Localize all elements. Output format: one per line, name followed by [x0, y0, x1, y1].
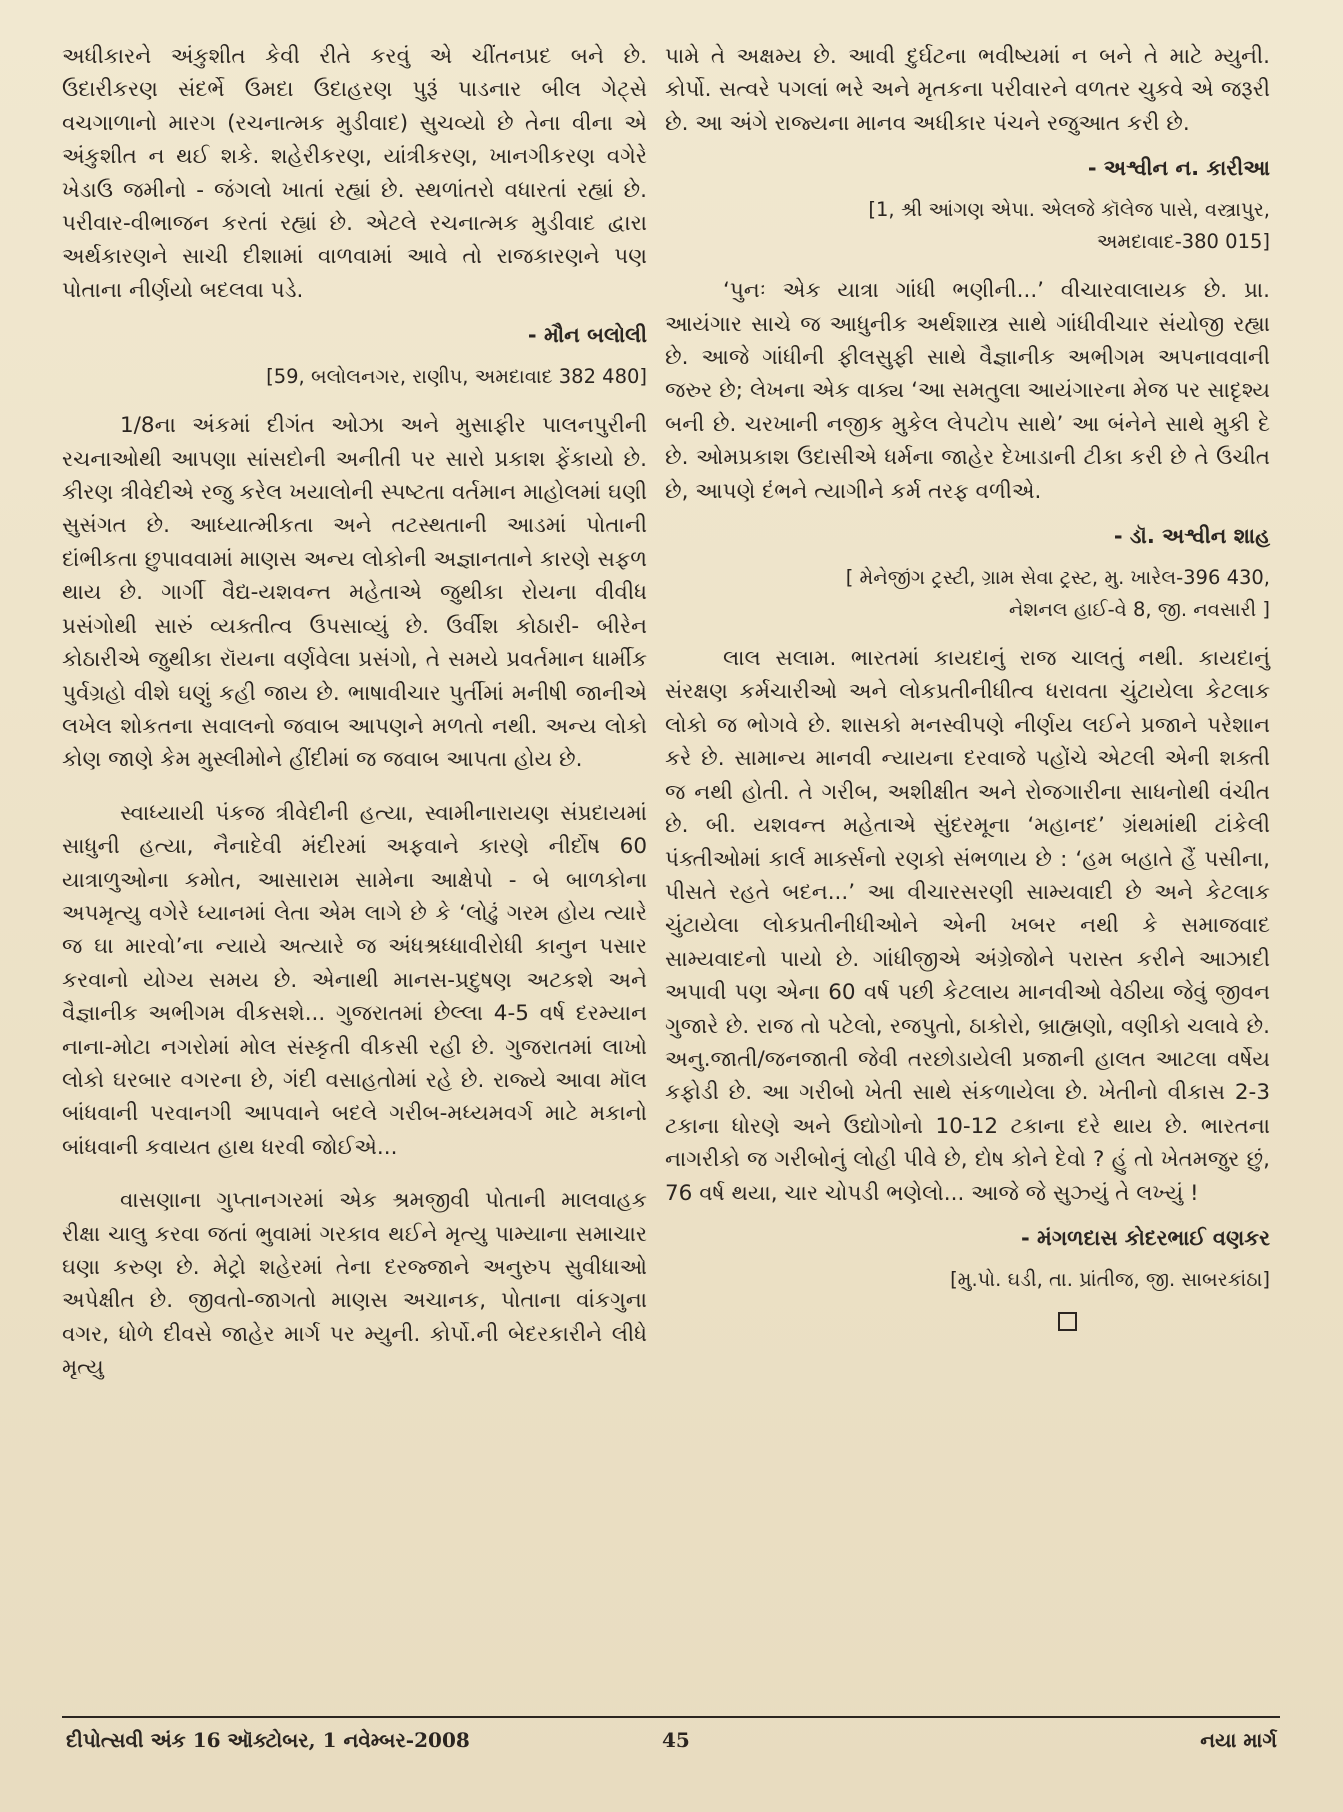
- right-column: [665, 40, 1270, 1337]
- footer-page-number: 45: [662, 1728, 690, 1752]
- letter-paragraph: સ્વાધ્યાયી પંકજ ત્રીવેદીની હત્યા, સ્વામીનારાયણ સંપ્રદાયમાં સાધુની હત્યા, નૈનાદેવી મંદીરમાં અફવાને કારણે નીર્દોષ 60 યાત્રાળુઓના કમોત, આસારામ સામેના આક્ષેપો - બે બાળકોના અપમૃત્યુ વગેરે ધ્યાનમાં લેતા એમ લાગે છે કે ‘લોઢું ગરમ હોય ત્યારે જ ઘા મારવો’ના ન્યાયે અત્યારે જ અંધશ્રધ્ધાવીરોધી કાનુન પસાર કરવાનો યોગ્ય સમય છે. એનાથી માનસ-પ્રદુષણ અટકશે અને વૈજ્ઞાનીક અભીગમ વીકસશે... ગુજરાતમાં છેલ્લા 4-5 વર્ષ દરમ્યાન નાના-મોટા નગરોમાં મોલ સંસ્કૃતી વીકસી રહી છે. ગુજરાતમાં લાખો લોકો ઘરબાર વગરના છે, ગંદી વસાહતોમાં રહે છે. રાજ્યે આવા મૉલ બાંધવાની પરવાનગી આપવાને બદલે ગરીબ-મધ્યમવર્ગ માટે મકાનો બાંધવાની કવાયત હાથ ધરવી જોઈએ...: [62, 800, 647, 1160]
- footer-magazine-name: નયા માર્ગ: [1200, 1728, 1277, 1752]
- letter-paragraph: ‘પુનઃ એક યાત્રા ગાંધી ભણીની...’ વીચારવાલાયક છે. પ્રા. આયંગાર સાચે જ આધુનીક અર્થશાસ્ત્ર સાથે ગાંધીવીચાર સંયોજી રહ્યા છે. આજે ગાંધીની ફીલસુફી સાથે વૈજ્ઞાનીક અભીગમ અપનાવવાની જરુર છે; લેખના એક વાક્ય ‘આ સમતુલા આયંગારના મેજ પર સાદૃશ્ય બની છે. ચરખાની નજીક મુકેલ લેપટોપ સાથે’ આ બંનેને સાથે મુકી દે છે. ઓમપ્રકાશ ઉદાસીએ ધર્મના જાહેર દેખાડાની ટીકા કરી છે તે ઉચીત છે, આપણે દંભને ત્યાગીને કર્મ તરફ વળીએ.: [665, 278, 1270, 504]
- letter-address: [મુ.પો. ઘડી, તા. પ્રાંતીજ, જી. સાબરકાંઠા]: [950, 1267, 1270, 1291]
- letter-address: [1, શ્રી આંગણ એપા. એલજે કૉલેજ પાસે, વસ્ત્રાપુર, અમદાવાદ-380 015]: [868, 198, 1270, 254]
- footer-rule: [62, 1716, 1280, 1718]
- letter-paragraph: અધીકારને અંકુશીત કેવી રીતે કરવું એ ચીંતનપ્રદ બને છે. ઉદારીકરણ સંદર્ભે ઉમદા ઉદાહરણ પુરૂં પાડનાર બીલ ગેટ્સે વચગાળાનો મારગ (રચનાત્મક મુડીવાદ) સુચવ્યો છે તેના વીના એ અંકુશીત ન થઈ શકે. શહેરીકરણ, યાંત્રીકરણ, ખાનગીકરણ વગેરે ખેડાઉ જમીનો - જંગલો ખાતાં રહ્યાં છે. સ્થળાંતરો વધારતાં રહ્યાં છે. પરીવાર-વીભાજન કરતાં રહ્યાં છે. એટલે રચનાત્મક મુડીવાદ દ્વારા અર્થકારણને સાચી દીશામાં વાળવામાં આવે તો રાજકારણને પણ પોતાના નીર્ણયો બદલવા પડે.: [62, 44, 647, 303]
- letter-address: [59, બલોલનગર, રાણીપ, અમદાવાદ 382 480]: [266, 365, 647, 389]
- letter-address: [ મેનેજીંગ ટ્રસ્ટી, ગ્રામ સેવા ટ્રસ્ટ, મુ. ખારેલ-396 430, નેશનલ હાઈ-વે 8, જી. નવસારી ]: [845, 566, 1270, 622]
- end-of-section-box: [665, 1312, 1270, 1337]
- footer-issue-date: દીપોત્સવી અંક 16 ઑક્ટોબર, 1 નવેમ્બર-2008: [66, 1728, 470, 1752]
- letter-signature: - ડૉ. અશ્વીન શાહ: [1113, 524, 1270, 549]
- letter-paragraph: પામે તે અક્ષમ્ય છે. આવી દુર્ઘટના ભવીષ્યમાં ન બને તે માટે મ્યુની. કોર્પો. સત્વરે પગલાં ભરે અને મૃતકના પરીવારને વળતર ચુકવે એ જરૂરી છે. આ અંગે રાજ્યના માનવ અધીકાર પંચને રજુઆત કરી છે.: [665, 44, 1270, 136]
- letter-paragraph: લાલ સલામ. ભારતમાં કાયદાનું રાજ ચાલતું નથી. કાયદાનું સંરક્ષણ કર્મચારીઓ અને લોકપ્રતીનીધીત્વ ધરાવતા ચુંટાયેલા કેટલાક લોકો જ ભોગવે છે. શાસકો મનસ્વીપણે નીર્ણય લઈને પ્રજાને પરેશાન કરે છે. સામાન્ય માનવી ન્યાયના દરવાજે પહોંચે એટલી એની શક્તી જ નથી હોતી. તે ગરીબ, અશીક્ષીત અને રોજગારીના સાધનોથી વંચીત છે. બી. યશવન્ત મહેતાએ સુંદરમૂના ‘મહાનદ’ ગ્રંથમાંથી ટાંકેલી પંક્તીઓમાં કાર્લ માર્ક્સનો રણકો સંભળાય છે : ‘હમ બહાતે હૈં પસીના, પીસતે રહતે બદન...’ આ વીચારસરણી સામ્યવાદી છે અને કેટલાક ચુંટાયેલા લોકપ્રતીનીધીઓને એની ખબર નથી કે સમાજવાદ સામ્યવાદનો પાયો છે. ગાંધીજીએ અંગ્રેજોને પરાસ્ત કરીને આઝાદી અપાવી પણ એના 60 વર્ષ પછી કેટલાય માનવીઓ વેઠીયા જેવું જીવન ગુજારે છે. રાજ તો પટેલો, રજપુતો, ઠાકોરો, બ્રાહ્મણો, વણીકો ચલાવે છે. અનુ.જાતી/જનજાતી જેવી તરછોડાયેલી પ્રજાની હાલત આટલા વર્ષેય કફોડી છે. આ ગરીબો ખેતી સાથે સંકળાયેલા છે. ખેતીનો વીકાસ 2-3 ટકાના ધોરણે અને ઉદ્યોગોનો 10-12 ટકાના દરે થાય છે. ભારતના નાગરીકો જ ગરીબોનું લોહી પીવે છે, દોષ કોને દેવો ? હું તો ખેતમજુર છું, 76 વર્ષ થયા, ચાર ચોપડી ભણેલો... આજે જે સુઝ્યું તે લખ્યું !: [665, 646, 1270, 1206]
- letter-signature: - અશ્વીન ન. કારીઆ: [1087, 156, 1270, 181]
- left-column: [62, 40, 647, 1385]
- letter-signature: - મંગળદાસ કોદરભાઈ વણકર: [1021, 1225, 1270, 1250]
- letter-paragraph: 1/8ના અંકમાં દીગંત ઓઝા અને મુસાફીર પાલનપુરીની રચનાઓથી આપણા સાંસદોની અનીતી પર સારો પ્રકાશ ફેંકાયો છે. કીરણ ત્રીવેદીએ રજુ કરેલ ખયાલોની સ્પષ્ટતા વર્તમાન માહોલમાં ઘણી સુસંગત છે. આધ્યાત્મીકતા અને તટસ્થતાની આડમાં પોતાની દાંભીકતા છુપાવવામાં માણસ અન્ય લોકોની અજ્ઞાનતાને કારણે સફળ થાય છે. ગાર્ગી વૈદ્ય-યશવન્ત મહેતાએ જુથીકા રોયના વીવીધ પ્રસંગોથી સારું વ્યક્તીત્વ ઉપસાવ્યું છે. ઉર્વીશ કોઠારી- બીરેન કોઠારીએ જુથીકા રૉયના વર્ણવેલા પ્રસંગો, તે સમયે પ્રવર્તમાન ધાર્મીક પુર્વગ્રહો વીશે ઘણું કહી જાય છે. ભાષાવીચાર પુર્તીમાં મનીષી જાનીએ લખેલ શોકતના સવાલનો જવાબ આપણને મળતો નથી. અન્ય લોકો કોણ જાણે કેમ મુસ્લીમોને હીંદીમાં જ જવાબ આપતા હોય છે.: [62, 413, 647, 773]
- letter-paragraph: વાસણાના ગુપ્તાનગરમાં એક શ્રમજીવી પોતાની માલવાહક રીક્ષા ચાલુ કરવા જતાં ભુવામાં ગરકાવ થઈને મૃત્યુ પામ્યાના સમાચાર ઘણા કરુણ છે. મેટ્રો શહેરમાં તેના દરજ્જાને અનુરુપ સુવીધાઓ અપેક્ષીત છે. જીવતો-જાગતો માણસ અચાનક, પોતાના વાંકગુના વગર, ધોળે દીવસે જાહેર માર્ગ પર મ્યુની. કોર્પો.ની બેદરકારીને લીધે મૃત્યુ: [62, 1188, 647, 1381]
- letter-signature: - મૌન બલોલી: [527, 323, 647, 348]
